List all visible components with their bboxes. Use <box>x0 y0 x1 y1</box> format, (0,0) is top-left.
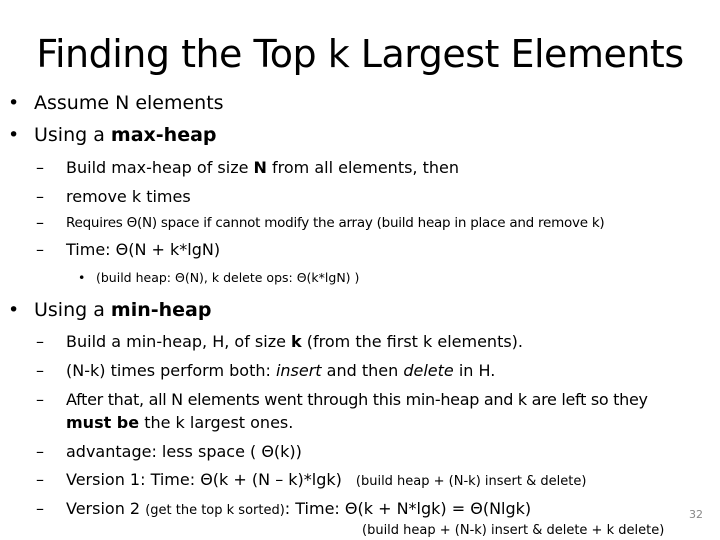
text-small: (get the top k sorted) <box>145 503 285 518</box>
bullet-marker: • <box>8 299 20 321</box>
text-bold: k <box>291 332 302 351</box>
item-text <box>66 158 459 177</box>
item-text: remove k times <box>66 187 191 206</box>
item-text: After that, all N elements went through this min-heap and k are left so they <box>66 390 648 409</box>
text-part: the k largest ones. <box>139 413 294 432</box>
slide-title: Finding the Top k Largest Elements <box>36 32 684 76</box>
item-text <box>66 361 495 380</box>
text-italic: insert <box>275 361 322 380</box>
dash-marker: – <box>36 442 44 461</box>
bullet-marker: • <box>8 124 20 146</box>
text-small: (build heap + (N-k) insert & delete) <box>355 474 587 489</box>
dash-marker: – <box>36 361 44 380</box>
text-italic: delete <box>403 361 454 380</box>
text-part: in H. <box>453 361 496 380</box>
item-text: Time: Θ(N + k*lgN) <box>66 240 221 259</box>
dash-marker: – <box>36 158 44 177</box>
bullet-text: Assume N elements <box>34 92 224 114</box>
text-bold: min-heap <box>110 299 212 321</box>
item-text <box>66 332 523 351</box>
dash-marker: – <box>36 499 44 518</box>
item-text <box>66 470 586 489</box>
text-part: Version 2 <box>66 499 146 518</box>
text-bold: N <box>253 158 267 177</box>
text-prefix: Using a <box>34 299 111 321</box>
text-prefix: Using a <box>34 124 111 146</box>
dash-marker: – <box>36 240 44 259</box>
bullet-text <box>34 299 211 321</box>
item-text: (build heap: Θ(N), k delete ops: Θ(k*lgN) ) <box>96 270 360 285</box>
version-2-note: (build heap + (N-k) insert & delete + k delete) <box>362 523 665 538</box>
text-part: Build max-heap of size <box>66 158 254 177</box>
text-part: Build a min-heap, H, of size <box>66 332 292 351</box>
text-part: from all elements, then <box>266 158 459 177</box>
dash-marker: – <box>36 332 44 351</box>
text-bold: must be <box>66 413 140 432</box>
bullet-marker: • <box>78 270 86 285</box>
item-text <box>66 499 531 518</box>
slide-number: 32 <box>689 508 703 521</box>
dash-marker: – <box>36 390 44 409</box>
item-text: advantage: less space ( Θ(k)) <box>66 442 302 461</box>
text-part: (N-k) times perform both: <box>66 361 276 380</box>
bullet-marker: • <box>8 92 20 114</box>
text-part: Version 1: Time: Θ(k + (N – k)*lgk) <box>66 470 342 489</box>
text-part: and then <box>321 361 404 380</box>
dash-marker: – <box>36 187 44 206</box>
item-text-continued <box>66 413 293 432</box>
text-part: : Time: Θ(k + N*lgk) = Θ(Nlgk) <box>284 499 532 518</box>
dash-marker: – <box>36 470 44 489</box>
text-bold: max-heap <box>110 124 217 146</box>
bullet-text <box>34 124 217 146</box>
dash-marker: – <box>36 213 44 232</box>
text-part: (from the first k elements). <box>301 332 524 351</box>
item-text: Requires Θ(N) space if cannot modify the array (build heap in place and remove k) <box>66 215 605 231</box>
